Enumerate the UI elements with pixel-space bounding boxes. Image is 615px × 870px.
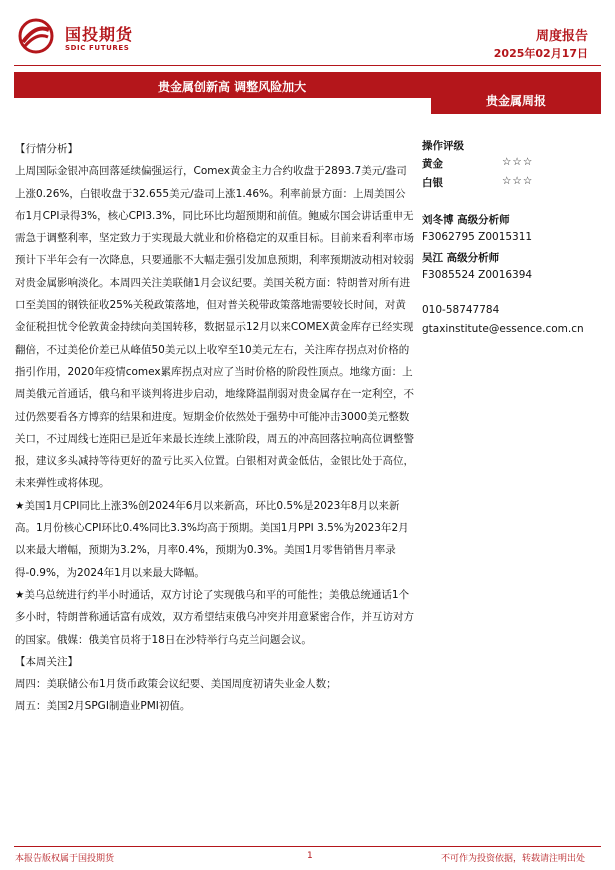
focus-item: 周四：美联储公布1月货币政策会议纪要、美国周度初请失业金人数； (15, 678, 337, 691)
rating-label: 黄金 (422, 158, 443, 170)
footer-divider (14, 846, 601, 847)
footer-copyright: 本报告版权属于国投期货 (15, 854, 115, 864)
analyst-name: 吴江 高级分析师 (422, 252, 500, 264)
logo-name-en: SDIC FUTURES (65, 44, 130, 52)
focus-item: 周五：美国2月SPGI制造业PMI初值。 (15, 700, 191, 713)
page-number: 1 (307, 851, 313, 861)
rating-row-gold (422, 156, 607, 175)
paragraph-news-cpi: ★美国1月CPI同比上涨3%创2024年6月以来新高，环比0.5%是2023年8月以来新高。1月份核心CPI环比0.4%同比3.3%均高于预期。美国1月PPI 3.5%为2023年2月以来最大增幅，预期为3.2%，月率0.4%，预期为0.3%。美国1月零售销售月率录得-0.9%，为2024年1月以来最大降幅。 (15, 499, 409, 579)
report-date: 2025年02月17日 (493, 47, 588, 60)
rating-label: 白银 (422, 177, 443, 189)
analyst-name: 刘冬博 高级分析师 (422, 214, 510, 226)
main-content (15, 138, 415, 718)
sidebar (422, 138, 607, 342)
paragraph-news-geopolitics: ★美乌总统进行约半小时通话，双方讨论了实现俄乌和平的可能性；美俄总统通话1个多小时，特朗普称通话富有成效，双方希望结束俄乌冲突并用意紧密合作，并互访对方的国家。俄媒：俄美官员将于18日在沙特举行乌克兰问题会议。 (15, 588, 414, 646)
report-type: 周度报告 (535, 29, 588, 44)
section-heading-focus: 【本周关注】 (15, 655, 78, 668)
logo-icon (17, 18, 55, 54)
logo-name-cn: 国投期货 (65, 25, 134, 44)
header-divider (14, 65, 601, 66)
section-heading-market: 【行情分析】 (15, 143, 78, 155)
analyst-license: F3062795 Z0015311 (422, 231, 533, 243)
footer-disclaimer: 不可作为投资依据，转载请注明出处 (440, 854, 585, 864)
rating-row-silver (422, 175, 607, 194)
company-logo (17, 18, 177, 54)
rating-title: 操作评级 (422, 140, 464, 152)
contact-email: gtaxinstitute@essence.com.cn (422, 323, 584, 335)
rating-stars: ☆☆☆ (502, 156, 534, 168)
contact-phone: 010-58747784 (422, 304, 500, 316)
category-tag: 贵金属周报 (485, 94, 546, 108)
analyst-license: F3085524 Z0016394 (422, 269, 533, 281)
rating-stars: ☆☆☆ (502, 175, 534, 187)
report-title: 贵金属创新高 调整风险加大 (158, 80, 307, 94)
paragraph-analysis: 上周国际金银冲高回落延续偏强运行，Comex黄金主力合约收盘于2893.7美元/盎司上涨0.26%，白银收盘于32.655美元/盎司上涨1.46%。利率前景方面：上周美国公布1月CPI录得3%，核心CPI3.3%，同比环比均超预期和前值。鲍威尔国会讲话重申无需急于调整利率，坚定致力于实现最大就业和价格稳定的双重目标。目前来看利率市场预计下半年会有一次降息，只要通胀不大幅走强引发加息预期，利率预期波动相对较弱对贵金属影响淡化。本周四关注美联储1月会议纪要。美国关税方面：特朗普对所有进口至美国的钢铁征收25%关税政策落地，但对普关税带政策落地需要较长时间，对黄金征税担忧令伦敦黄金持续向美国转移，数据显示12月以来COMEX黄金库存已经实现翻倍，不过美伦价差已从峰值50美元以上收窄至10美元左右，关注库存拐点对价格的指引作用，2020年疫情comex累库拐点对应了当时价格的阶段性顶点。地缘方面：上周美俄元首通话，俄乌和平谈判将进步启动，地缘降温削弱对贵金属存在一定利空，不过仍然要看各方博弈的结果和进度。短期金价依然处于强势中可能冲击3000美元整数关口，不过周线七连阳已是近年来最长连续上涨阶段，周五的冲高回落拉响高位调整警报，建议多头减持等待更好的盈亏比买入位置。白银相对黄金低估，金银比处于高位，未来弹性或将体现。 (15, 165, 414, 490)
